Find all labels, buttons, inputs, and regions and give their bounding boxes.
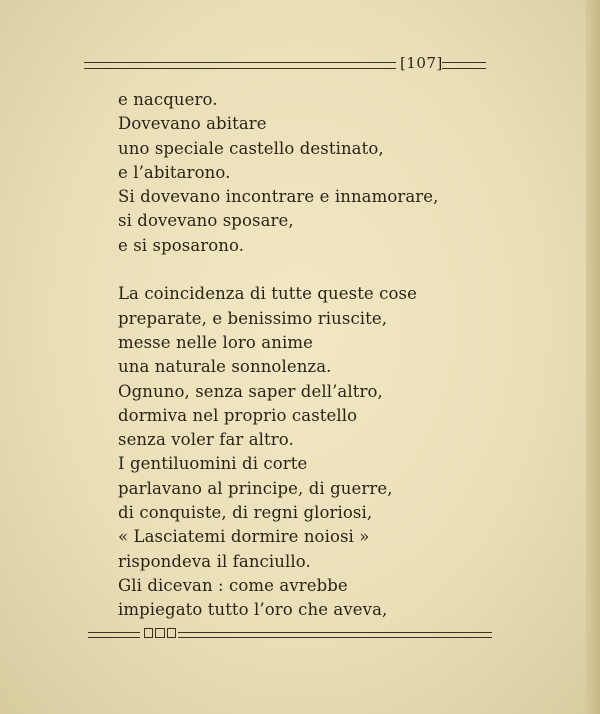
verse-line: uno speciale castello destinato, (118, 138, 384, 158)
square-ornament-icon (144, 628, 176, 640)
stanza (118, 88, 439, 258)
verse-line: I gentiluomini di corte (118, 454, 308, 474)
verse-line: una naturale sonnolenza. (118, 357, 332, 377)
verse-line: messe nelle loro anime (118, 332, 313, 352)
verse-line: Dovevano abitare (118, 114, 267, 134)
verse-line: Ognuno, senza saper dell’altro, (118, 381, 383, 401)
verse-line: e nacquero. (118, 90, 218, 109)
header-rule-left (84, 62, 396, 69)
verse-line: Si dovevano incontrare e innamorare, (118, 187, 439, 207)
footer-rule-right (178, 632, 492, 638)
verse-line: rispondeva il fanciullo. (118, 551, 311, 571)
verse-line: La coincidenza di tutte queste cose (118, 284, 417, 304)
verse-line: parlavano al principe, di guerre, (118, 478, 393, 498)
verse-line: impiegato tutto l’oro che aveva, (118, 600, 388, 620)
page-header (84, 56, 486, 72)
verse-line: preparate, e benissimo riuscite, (118, 308, 388, 328)
footer-rule-left (88, 632, 140, 638)
verse-line: « Lasciatemi dormire noiosi » (118, 527, 370, 547)
stanza-gap (118, 258, 418, 282)
verse-line: si dovevano sposare, (118, 211, 294, 231)
verse-line: Gli dicevan : come avrebbe (118, 575, 348, 595)
page-footer-ornament (88, 628, 492, 642)
verse-line: di conquiste, di regni gloriosi, (118, 503, 373, 523)
verse-line: e l’abitarono. (118, 162, 231, 182)
verse-line: dormiva nel proprio castello (118, 405, 358, 425)
verse-line: e si sposarono. (118, 235, 245, 255)
page-edge (586, 0, 600, 714)
stanza (118, 282, 418, 622)
verse-line: senza voler far altro. (118, 430, 294, 450)
poem-text (118, 88, 439, 623)
page-number: [107] (400, 54, 443, 72)
header-rule-right (442, 62, 486, 69)
